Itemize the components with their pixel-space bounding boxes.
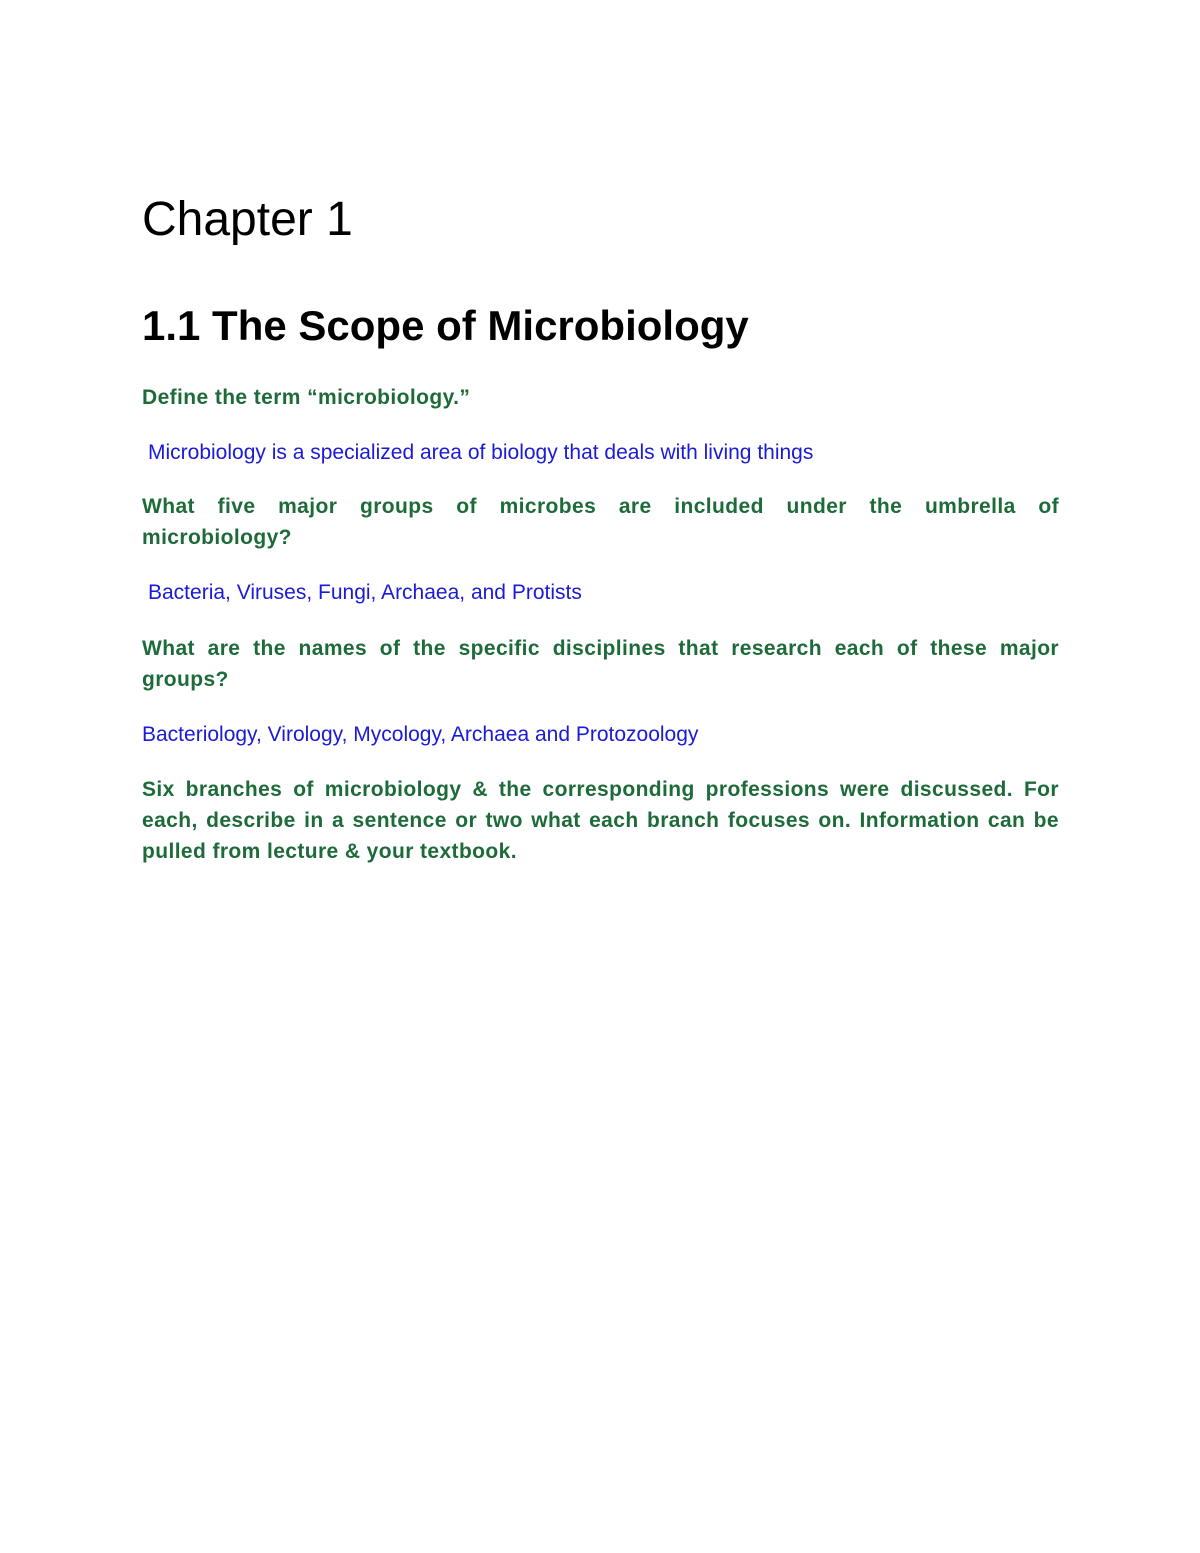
answer-five-groups: Bacteria, Viruses, Fungi, Archaea, and Protists — [148, 581, 582, 604]
question-five-groups: What five major groups of microbes are included under the umbrella of microbiology? — [142, 495, 1059, 549]
answer-define-microbiology: Microbiology is a specialized area of biology that deals with living things — [148, 441, 814, 464]
answer-disciplines: Bacteriology, Virology, Mycology, Archaea and Protozoology — [142, 723, 699, 746]
question-six-branches: Six branches of microbiology & the corresponding professions were discussed. For each, describe in a sentence or two what each branch focuses on. Information can be pulled from lecture & your textbook. — [142, 778, 1059, 863]
section-title: 1.1 The Scope of Microbiology — [142, 302, 749, 349]
document-content — [142, 188, 1059, 867]
question-define-microbiology: Define the term “microbiology.” — [142, 386, 471, 409]
chapter-title: Chapter 1 — [142, 193, 353, 246]
question-disciplines: What are the names of the specific disciplines that research each of these major groups? — [142, 637, 1059, 691]
